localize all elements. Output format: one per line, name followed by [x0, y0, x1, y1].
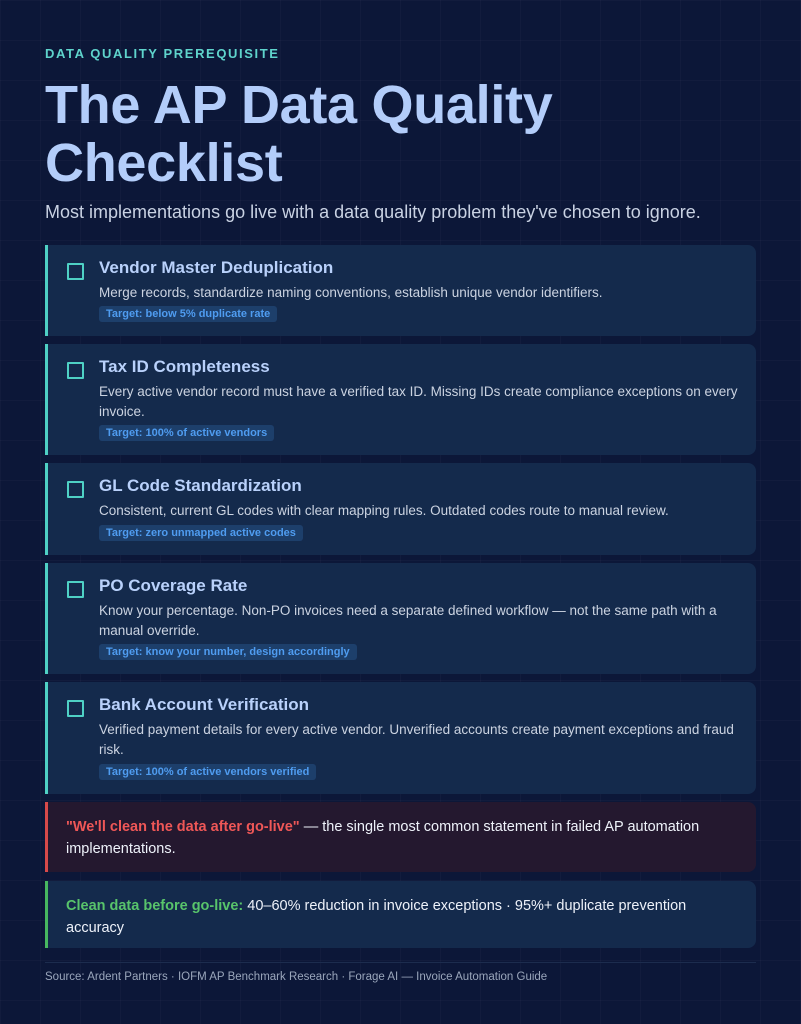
- page-subtitle: Most implementations go live with a data quality problem they've chosen to ignore.: [45, 202, 701, 222]
- warning-quote: "We'll clean the data after go-live": [66, 819, 300, 835]
- item-title: Vendor Master Deduplication: [99, 258, 334, 277]
- checkbox[interactable]: [67, 700, 84, 717]
- footer-divider: [45, 962, 756, 963]
- item-title: GL Code Standardization: [99, 476, 302, 495]
- target-badge: Target: below 5% duplicate rate: [99, 306, 277, 322]
- item-description: Merge records, standardize naming conventions, establish unique vendor identifiers.: [99, 285, 603, 300]
- checkbox[interactable]: [67, 581, 84, 598]
- benefit-lead: Clean data before go-live:: [66, 898, 244, 914]
- item-description: Know your percentage. Non-PO invoices need a separate defined workflow — not the same path with a manual override.: [99, 603, 717, 638]
- warning-callout: [45, 802, 756, 872]
- checklist-item-bank-verification: [45, 682, 756, 794]
- eyebrow-label: DATA QUALITY PREREQUISITE: [45, 46, 280, 61]
- checkbox[interactable]: [67, 362, 84, 379]
- item-title: Tax ID Completeness: [99, 357, 270, 376]
- checklist-item-tax-id: [45, 344, 756, 455]
- warning-text: — the single most common statement in failed AP automation implementations.: [66, 819, 700, 857]
- target-badge: Target: know your number, design accordingly: [99, 644, 357, 660]
- target-badge: Target: 100% of active vendors verified: [99, 764, 316, 780]
- source-citation: Source: Ardent Partners · IOFM AP Benchmark Research · Forage AI — Invoice Automation Guide: [45, 971, 548, 983]
- page-title: The AP Data Quality Checklist: [45, 75, 553, 193]
- checklist-item-po-coverage: [45, 563, 756, 674]
- checkbox[interactable]: [67, 263, 84, 280]
- checkbox[interactable]: [67, 481, 84, 498]
- item-description: Every active vendor record must have a verified tax ID. Missing IDs create compliance exceptions on every invoice.: [99, 384, 738, 419]
- checklist-item-gl-code: [45, 463, 756, 555]
- target-badge: Target: 100% of active vendors: [99, 425, 274, 441]
- benefit-callout: [45, 881, 756, 948]
- item-title: PO Coverage Rate: [99, 576, 248, 595]
- item-title: Bank Account Verification: [99, 695, 310, 714]
- target-badge: Target: zero unmapped active codes: [99, 525, 303, 541]
- item-description: Consistent, current GL codes with clear mapping rules. Outdated codes route to manual review.: [99, 503, 669, 518]
- benefit-text: 40–60% reduction in invoice exceptions · 95%+ duplicate prevention accuracy: [66, 898, 687, 936]
- checklist-item-vendor-dedup: [45, 245, 756, 336]
- item-description: Verified payment details for every active vendor. Unverified accounts create payment exceptions and fraud risk.: [99, 722, 734, 757]
